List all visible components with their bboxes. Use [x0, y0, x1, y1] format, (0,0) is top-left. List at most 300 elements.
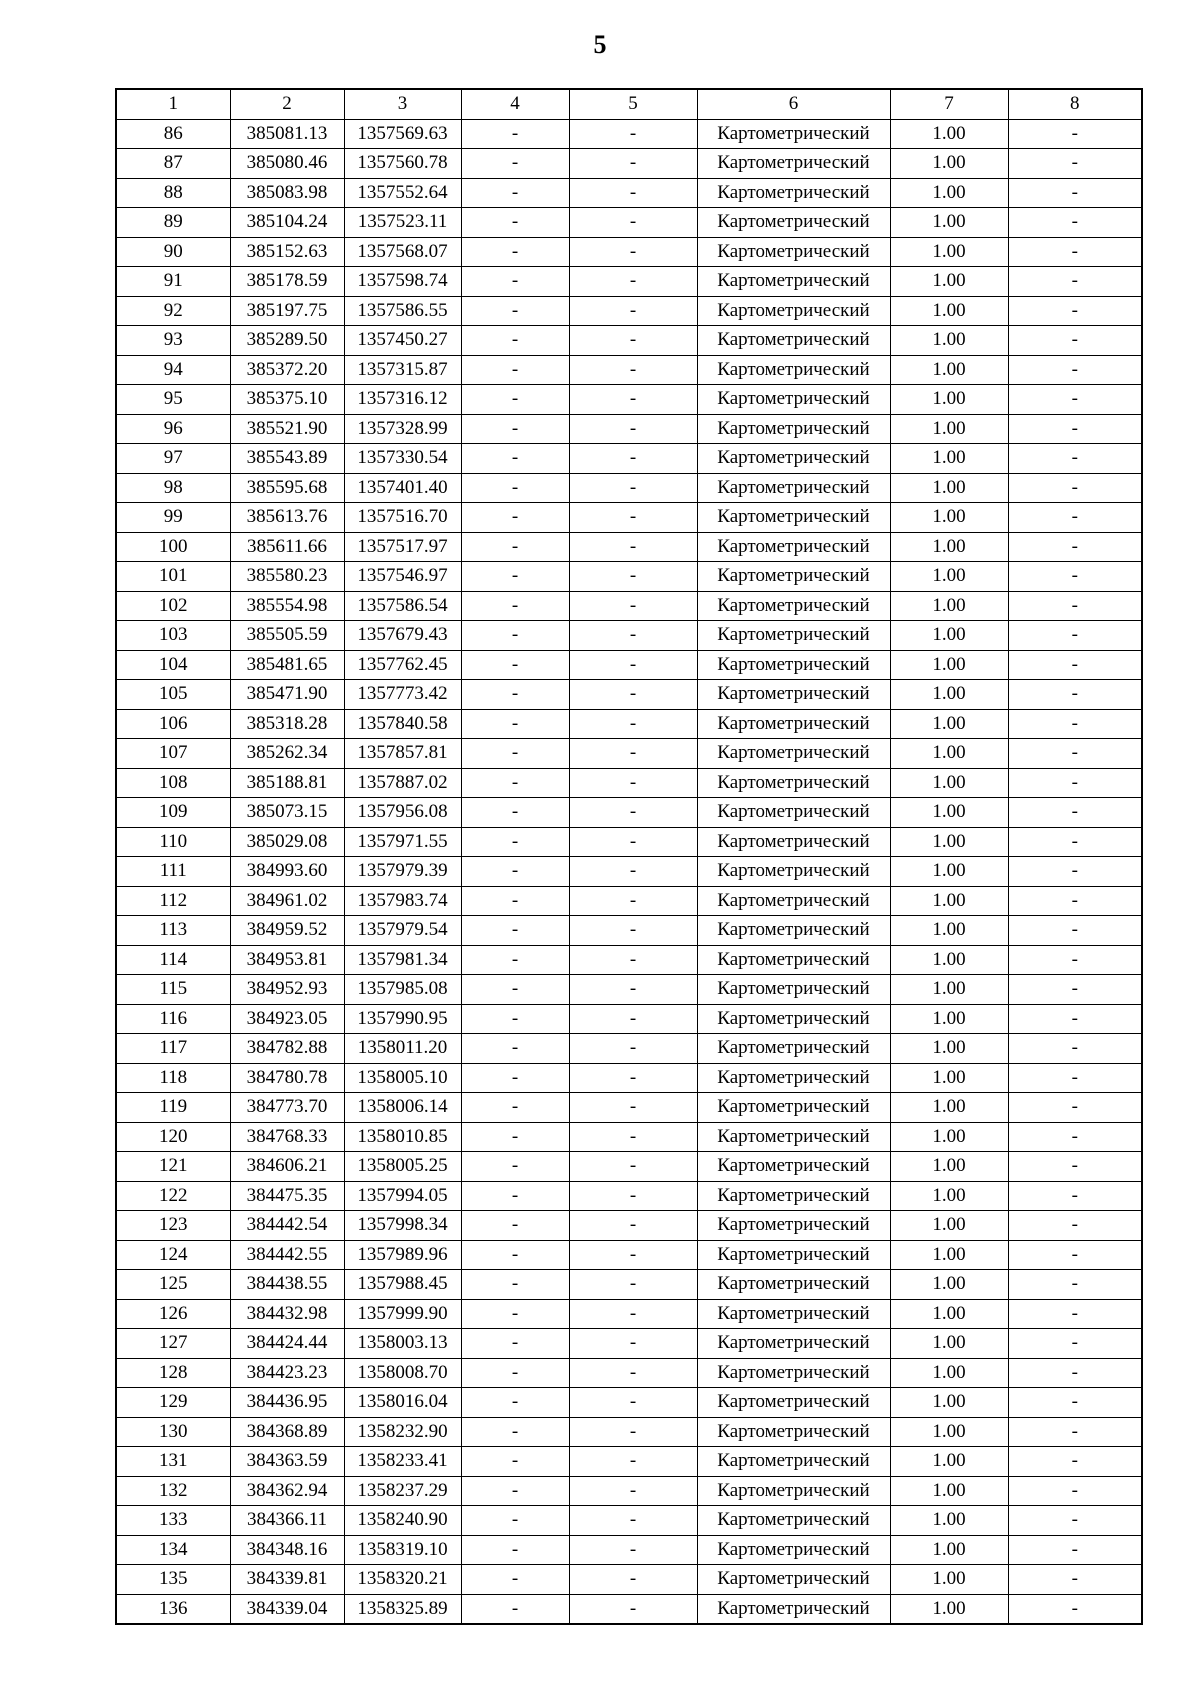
accuracy-cell: 1.00: [890, 916, 1008, 946]
y-coordinate-cell: 1358005.25: [344, 1152, 461, 1182]
point-number-cell: 98: [116, 473, 230, 503]
y-coordinate-cell: 1357956.08: [344, 798, 461, 828]
table-row: [116, 1211, 1142, 1241]
accuracy-cell: 1.00: [890, 326, 1008, 356]
y-coordinate-cell: 1357586.55: [344, 296, 461, 326]
column-header: 6: [697, 89, 890, 119]
x-coordinate-cell: 384961.02: [230, 886, 344, 916]
x-coordinate-cell: 385289.50: [230, 326, 344, 356]
y-coordinate-cell: 1358011.20: [344, 1034, 461, 1064]
col8-cell: -: [1008, 1358, 1142, 1388]
col8-cell: -: [1008, 326, 1142, 356]
col8-cell: -: [1008, 1004, 1142, 1034]
method-cell: Картометрический: [697, 237, 890, 267]
table-row: [116, 1240, 1142, 1270]
x-coordinate-cell: 385197.75: [230, 296, 344, 326]
col5-cell: -: [569, 473, 697, 503]
col5-cell: -: [569, 385, 697, 415]
method-cell: Картометрический: [697, 296, 890, 326]
accuracy-cell: 1.00: [890, 1034, 1008, 1064]
x-coordinate-cell: 384923.05: [230, 1004, 344, 1034]
method-cell: Картометрический: [697, 562, 890, 592]
col5-cell: -: [569, 1034, 697, 1064]
table-row: [116, 621, 1142, 651]
table-row: [116, 385, 1142, 415]
table-row: [116, 532, 1142, 562]
col5-cell: -: [569, 1476, 697, 1506]
table-row: [116, 827, 1142, 857]
col8-cell: -: [1008, 1417, 1142, 1447]
x-coordinate-cell: 384442.54: [230, 1211, 344, 1241]
x-coordinate-cell: 385471.90: [230, 680, 344, 710]
method-cell: Картометрический: [697, 178, 890, 208]
col4-cell: -: [461, 503, 569, 533]
y-coordinate-cell: 1357546.97: [344, 562, 461, 592]
col8-cell: -: [1008, 414, 1142, 444]
col4-cell: -: [461, 149, 569, 179]
method-cell: Картометрический: [697, 1181, 890, 1211]
page-number: 5: [593, 30, 607, 59]
col8-cell: -: [1008, 149, 1142, 179]
col8-cell: -: [1008, 857, 1142, 887]
table-row: [116, 1329, 1142, 1359]
x-coordinate-cell: 385029.08: [230, 827, 344, 857]
x-coordinate-cell: 384423.23: [230, 1358, 344, 1388]
table-row: [116, 1358, 1142, 1388]
x-coordinate-cell: 385188.81: [230, 768, 344, 798]
method-cell: Картометрический: [697, 1506, 890, 1536]
y-coordinate-cell: 1358008.70: [344, 1358, 461, 1388]
point-number-cell: 127: [116, 1329, 230, 1359]
table-row: [116, 149, 1142, 179]
col4-cell: -: [461, 562, 569, 592]
point-number-cell: 108: [116, 768, 230, 798]
col8-cell: -: [1008, 503, 1142, 533]
col5-cell: -: [569, 326, 697, 356]
col4-cell: -: [461, 1476, 569, 1506]
point-number-cell: 90: [116, 237, 230, 267]
col5-cell: -: [569, 355, 697, 385]
col5-cell: -: [569, 886, 697, 916]
table-row: [116, 267, 1142, 297]
x-coordinate-cell: 384362.94: [230, 1476, 344, 1506]
method-cell: Картометрический: [697, 1063, 890, 1093]
x-coordinate-cell: 385543.89: [230, 444, 344, 474]
x-coordinate-cell: 384475.35: [230, 1181, 344, 1211]
y-coordinate-cell: 1357981.34: [344, 945, 461, 975]
accuracy-cell: 1.00: [890, 1093, 1008, 1123]
y-coordinate-cell: 1357983.74: [344, 886, 461, 916]
col8-cell: -: [1008, 178, 1142, 208]
accuracy-cell: 1.00: [890, 1211, 1008, 1241]
point-number-cell: 128: [116, 1358, 230, 1388]
y-coordinate-cell: 1357988.45: [344, 1270, 461, 1300]
point-number-cell: 105: [116, 680, 230, 710]
x-coordinate-cell: 384348.16: [230, 1535, 344, 1565]
y-coordinate-cell: 1357450.27: [344, 326, 461, 356]
col5-cell: -: [569, 1063, 697, 1093]
x-coordinate-cell: 384959.52: [230, 916, 344, 946]
table-row: [116, 798, 1142, 828]
col5-cell: -: [569, 945, 697, 975]
col4-cell: -: [461, 1122, 569, 1152]
col5-cell: -: [569, 178, 697, 208]
col5-cell: -: [569, 857, 697, 887]
x-coordinate-cell: 384339.04: [230, 1594, 344, 1624]
accuracy-cell: 1.00: [890, 1506, 1008, 1536]
col4-cell: -: [461, 326, 569, 356]
table-row: [116, 1299, 1142, 1329]
point-number-cell: 93: [116, 326, 230, 356]
table-row: [116, 1447, 1142, 1477]
col8-cell: -: [1008, 1152, 1142, 1182]
accuracy-cell: 1.00: [890, 1594, 1008, 1624]
col5-cell: -: [569, 1211, 697, 1241]
method-cell: Картометрический: [697, 1034, 890, 1064]
col8-cell: -: [1008, 975, 1142, 1005]
y-coordinate-cell: 1358325.89: [344, 1594, 461, 1624]
x-coordinate-cell: 385481.65: [230, 650, 344, 680]
point-number-cell: 92: [116, 296, 230, 326]
column-header: 8: [1008, 89, 1142, 119]
col8-cell: -: [1008, 237, 1142, 267]
col4-cell: -: [461, 1358, 569, 1388]
x-coordinate-cell: 384773.70: [230, 1093, 344, 1123]
col5-cell: -: [569, 296, 697, 326]
column-header: 1: [116, 89, 230, 119]
col5-cell: -: [569, 1594, 697, 1624]
y-coordinate-cell: 1357569.63: [344, 119, 461, 149]
col5-cell: -: [569, 1270, 697, 1300]
col8-cell: -: [1008, 1270, 1142, 1300]
table-row: [116, 444, 1142, 474]
table-row: [116, 1093, 1142, 1123]
col8-cell: -: [1008, 532, 1142, 562]
col8-cell: -: [1008, 385, 1142, 415]
point-number-cell: 101: [116, 562, 230, 592]
table-row: [116, 178, 1142, 208]
table-header-row: [116, 89, 1142, 119]
col5-cell: -: [569, 1299, 697, 1329]
col4-cell: -: [461, 945, 569, 975]
col4-cell: -: [461, 414, 569, 444]
x-coordinate-cell: 384780.78: [230, 1063, 344, 1093]
col4-cell: -: [461, 1063, 569, 1093]
y-coordinate-cell: 1357857.81: [344, 739, 461, 769]
table-row: [116, 650, 1142, 680]
table-row: [116, 473, 1142, 503]
point-number-cell: 122: [116, 1181, 230, 1211]
col4-cell: -: [461, 857, 569, 887]
method-cell: Картометрический: [697, 680, 890, 710]
col5-cell: -: [569, 680, 697, 710]
y-coordinate-cell: 1358006.14: [344, 1093, 461, 1123]
col5-cell: -: [569, 1152, 697, 1182]
col4-cell: -: [461, 355, 569, 385]
y-coordinate-cell: 1357840.58: [344, 709, 461, 739]
accuracy-cell: 1.00: [890, 1004, 1008, 1034]
col5-cell: -: [569, 1447, 697, 1477]
table-row: [116, 326, 1142, 356]
method-cell: Картометрический: [697, 1417, 890, 1447]
table-row: [116, 1034, 1142, 1064]
y-coordinate-cell: 1357568.07: [344, 237, 461, 267]
method-cell: Картометрический: [697, 503, 890, 533]
accuracy-cell: 1.00: [890, 208, 1008, 238]
method-cell: Картометрический: [697, 355, 890, 385]
y-coordinate-cell: 1357517.97: [344, 532, 461, 562]
x-coordinate-cell: 384438.55: [230, 1270, 344, 1300]
column-header: 7: [890, 89, 1008, 119]
x-coordinate-cell: 384952.93: [230, 975, 344, 1005]
table-row: [116, 916, 1142, 946]
point-number-cell: 102: [116, 591, 230, 621]
x-coordinate-cell: 384368.89: [230, 1417, 344, 1447]
y-coordinate-cell: 1357985.08: [344, 975, 461, 1005]
table-row: [116, 1152, 1142, 1182]
y-coordinate-cell: 1358237.29: [344, 1476, 461, 1506]
col4-cell: -: [461, 1004, 569, 1034]
method-cell: Картометрический: [697, 768, 890, 798]
col5-cell: -: [569, 1417, 697, 1447]
accuracy-cell: 1.00: [890, 945, 1008, 975]
point-number-cell: 118: [116, 1063, 230, 1093]
table-row: [116, 1181, 1142, 1211]
table-row: [116, 739, 1142, 769]
method-cell: Картометрический: [697, 1152, 890, 1182]
col8-cell: -: [1008, 945, 1142, 975]
point-number-cell: 119: [116, 1093, 230, 1123]
col8-cell: -: [1008, 827, 1142, 857]
column-header: 5: [569, 89, 697, 119]
accuracy-cell: 1.00: [890, 1063, 1008, 1093]
col5-cell: -: [569, 1565, 697, 1595]
accuracy-cell: 1.00: [890, 385, 1008, 415]
col8-cell: -: [1008, 119, 1142, 149]
col8-cell: -: [1008, 1447, 1142, 1477]
method-cell: Картометрический: [697, 414, 890, 444]
point-number-cell: 110: [116, 827, 230, 857]
method-cell: Картометрический: [697, 798, 890, 828]
col4-cell: -: [461, 1240, 569, 1270]
y-coordinate-cell: 1357560.78: [344, 149, 461, 179]
method-cell: Картометрический: [697, 267, 890, 297]
col5-cell: -: [569, 1329, 697, 1359]
method-cell: Картометрический: [697, 1447, 890, 1477]
col4-cell: -: [461, 267, 569, 297]
method-cell: Картометрический: [697, 886, 890, 916]
y-coordinate-cell: 1357989.96: [344, 1240, 461, 1270]
col8-cell: -: [1008, 1093, 1142, 1123]
accuracy-cell: 1.00: [890, 1299, 1008, 1329]
accuracy-cell: 1.00: [890, 1270, 1008, 1300]
col5-cell: -: [569, 975, 697, 1005]
accuracy-cell: 1.00: [890, 149, 1008, 179]
x-coordinate-cell: 384606.21: [230, 1152, 344, 1182]
col8-cell: -: [1008, 296, 1142, 326]
col8-cell: -: [1008, 680, 1142, 710]
col5-cell: -: [569, 208, 697, 238]
y-coordinate-cell: 1357990.95: [344, 1004, 461, 1034]
accuracy-cell: 1.00: [890, 1417, 1008, 1447]
point-number-cell: 86: [116, 119, 230, 149]
column-header: 2: [230, 89, 344, 119]
y-coordinate-cell: 1357598.74: [344, 267, 461, 297]
point-number-cell: 130: [116, 1417, 230, 1447]
table-row: [116, 1535, 1142, 1565]
y-coordinate-cell: 1358010.85: [344, 1122, 461, 1152]
table-row: [116, 857, 1142, 887]
table-row: [116, 591, 1142, 621]
method-cell: Картометрический: [697, 1299, 890, 1329]
col4-cell: -: [461, 1565, 569, 1595]
col4-cell: -: [461, 119, 569, 149]
table-row: [116, 945, 1142, 975]
method-cell: Картометрический: [697, 1535, 890, 1565]
col4-cell: -: [461, 1535, 569, 1565]
x-coordinate-cell: 385104.24: [230, 208, 344, 238]
col8-cell: -: [1008, 1181, 1142, 1211]
y-coordinate-cell: 1358232.90: [344, 1417, 461, 1447]
col4-cell: -: [461, 709, 569, 739]
col5-cell: -: [569, 1240, 697, 1270]
col5-cell: -: [569, 591, 697, 621]
column-header: 4: [461, 89, 569, 119]
col5-cell: -: [569, 444, 697, 474]
col4-cell: -: [461, 296, 569, 326]
method-cell: Картометрический: [697, 1093, 890, 1123]
col4-cell: -: [461, 237, 569, 267]
col5-cell: -: [569, 149, 697, 179]
y-coordinate-cell: 1358319.10: [344, 1535, 461, 1565]
col4-cell: -: [461, 591, 569, 621]
table-row: [116, 680, 1142, 710]
col4-cell: -: [461, 886, 569, 916]
accuracy-cell: 1.00: [890, 591, 1008, 621]
col5-cell: -: [569, 916, 697, 946]
method-cell: Картометрический: [697, 385, 890, 415]
col4-cell: -: [461, 1181, 569, 1211]
point-number-cell: 111: [116, 857, 230, 887]
col8-cell: -: [1008, 267, 1142, 297]
accuracy-cell: 1.00: [890, 444, 1008, 474]
x-coordinate-cell: 385080.46: [230, 149, 344, 179]
y-coordinate-cell: 1357552.64: [344, 178, 461, 208]
col4-cell: -: [461, 827, 569, 857]
point-number-cell: 88: [116, 178, 230, 208]
table-row: [116, 562, 1142, 592]
accuracy-cell: 1.00: [890, 1535, 1008, 1565]
y-coordinate-cell: 1357330.54: [344, 444, 461, 474]
col4-cell: -: [461, 1594, 569, 1624]
table-row: [116, 1565, 1142, 1595]
col8-cell: -: [1008, 650, 1142, 680]
column-header: 3: [344, 89, 461, 119]
y-coordinate-cell: 1358240.90: [344, 1506, 461, 1536]
point-number-cell: 100: [116, 532, 230, 562]
accuracy-cell: 1.00: [890, 739, 1008, 769]
method-cell: Картометрический: [697, 1004, 890, 1034]
point-number-cell: 121: [116, 1152, 230, 1182]
accuracy-cell: 1.00: [890, 267, 1008, 297]
col5-cell: -: [569, 119, 697, 149]
table-row: [116, 886, 1142, 916]
accuracy-cell: 1.00: [890, 857, 1008, 887]
x-coordinate-cell: 385178.59: [230, 267, 344, 297]
col8-cell: -: [1008, 621, 1142, 651]
accuracy-cell: 1.00: [890, 355, 1008, 385]
col4-cell: -: [461, 1506, 569, 1536]
accuracy-cell: 1.00: [890, 473, 1008, 503]
col8-cell: -: [1008, 1594, 1142, 1624]
y-coordinate-cell: 1358003.13: [344, 1329, 461, 1359]
table-row: [116, 1417, 1142, 1447]
table-row: [116, 208, 1142, 238]
col4-cell: -: [461, 1299, 569, 1329]
point-number-cell: 129: [116, 1388, 230, 1418]
y-coordinate-cell: 1357971.55: [344, 827, 461, 857]
table-row: [116, 237, 1142, 267]
table-row: [116, 119, 1142, 149]
x-coordinate-cell: 385318.28: [230, 709, 344, 739]
col8-cell: -: [1008, 1388, 1142, 1418]
point-number-cell: 117: [116, 1034, 230, 1064]
point-number-cell: 134: [116, 1535, 230, 1565]
point-number-cell: 132: [116, 1476, 230, 1506]
method-cell: Картометрический: [697, 1388, 890, 1418]
point-number-cell: 133: [116, 1506, 230, 1536]
table-row: [116, 1063, 1142, 1093]
col4-cell: -: [461, 1270, 569, 1300]
table-row: [116, 296, 1142, 326]
point-number-cell: 109: [116, 798, 230, 828]
accuracy-cell: 1.00: [890, 562, 1008, 592]
accuracy-cell: 1.00: [890, 296, 1008, 326]
accuracy-cell: 1.00: [890, 798, 1008, 828]
x-coordinate-cell: 384366.11: [230, 1506, 344, 1536]
col8-cell: -: [1008, 1034, 1142, 1064]
x-coordinate-cell: 385073.15: [230, 798, 344, 828]
method-cell: Картометрический: [697, 1358, 890, 1388]
method-cell: Картометрический: [697, 208, 890, 238]
point-number-cell: 116: [116, 1004, 230, 1034]
x-coordinate-cell: 384432.98: [230, 1299, 344, 1329]
table-row: [116, 414, 1142, 444]
accuracy-cell: 1.00: [890, 1565, 1008, 1595]
point-number-cell: 131: [116, 1447, 230, 1477]
y-coordinate-cell: 1357998.34: [344, 1211, 461, 1241]
col8-cell: -: [1008, 886, 1142, 916]
x-coordinate-cell: 385595.68: [230, 473, 344, 503]
col8-cell: -: [1008, 1240, 1142, 1270]
col5-cell: -: [569, 503, 697, 533]
point-number-cell: 95: [116, 385, 230, 415]
x-coordinate-cell: 385554.98: [230, 591, 344, 621]
col8-cell: -: [1008, 1122, 1142, 1152]
y-coordinate-cell: 1358233.41: [344, 1447, 461, 1477]
method-cell: Картометрический: [697, 1122, 890, 1152]
method-cell: Картометрический: [697, 532, 890, 562]
method-cell: Картометрический: [697, 709, 890, 739]
point-number-cell: 115: [116, 975, 230, 1005]
col8-cell: -: [1008, 1299, 1142, 1329]
accuracy-cell: 1.00: [890, 414, 1008, 444]
method-cell: Картометрический: [697, 1565, 890, 1595]
col4-cell: -: [461, 1447, 569, 1477]
col5-cell: -: [569, 562, 697, 592]
col4-cell: -: [461, 1388, 569, 1418]
y-coordinate-cell: 1357979.39: [344, 857, 461, 887]
